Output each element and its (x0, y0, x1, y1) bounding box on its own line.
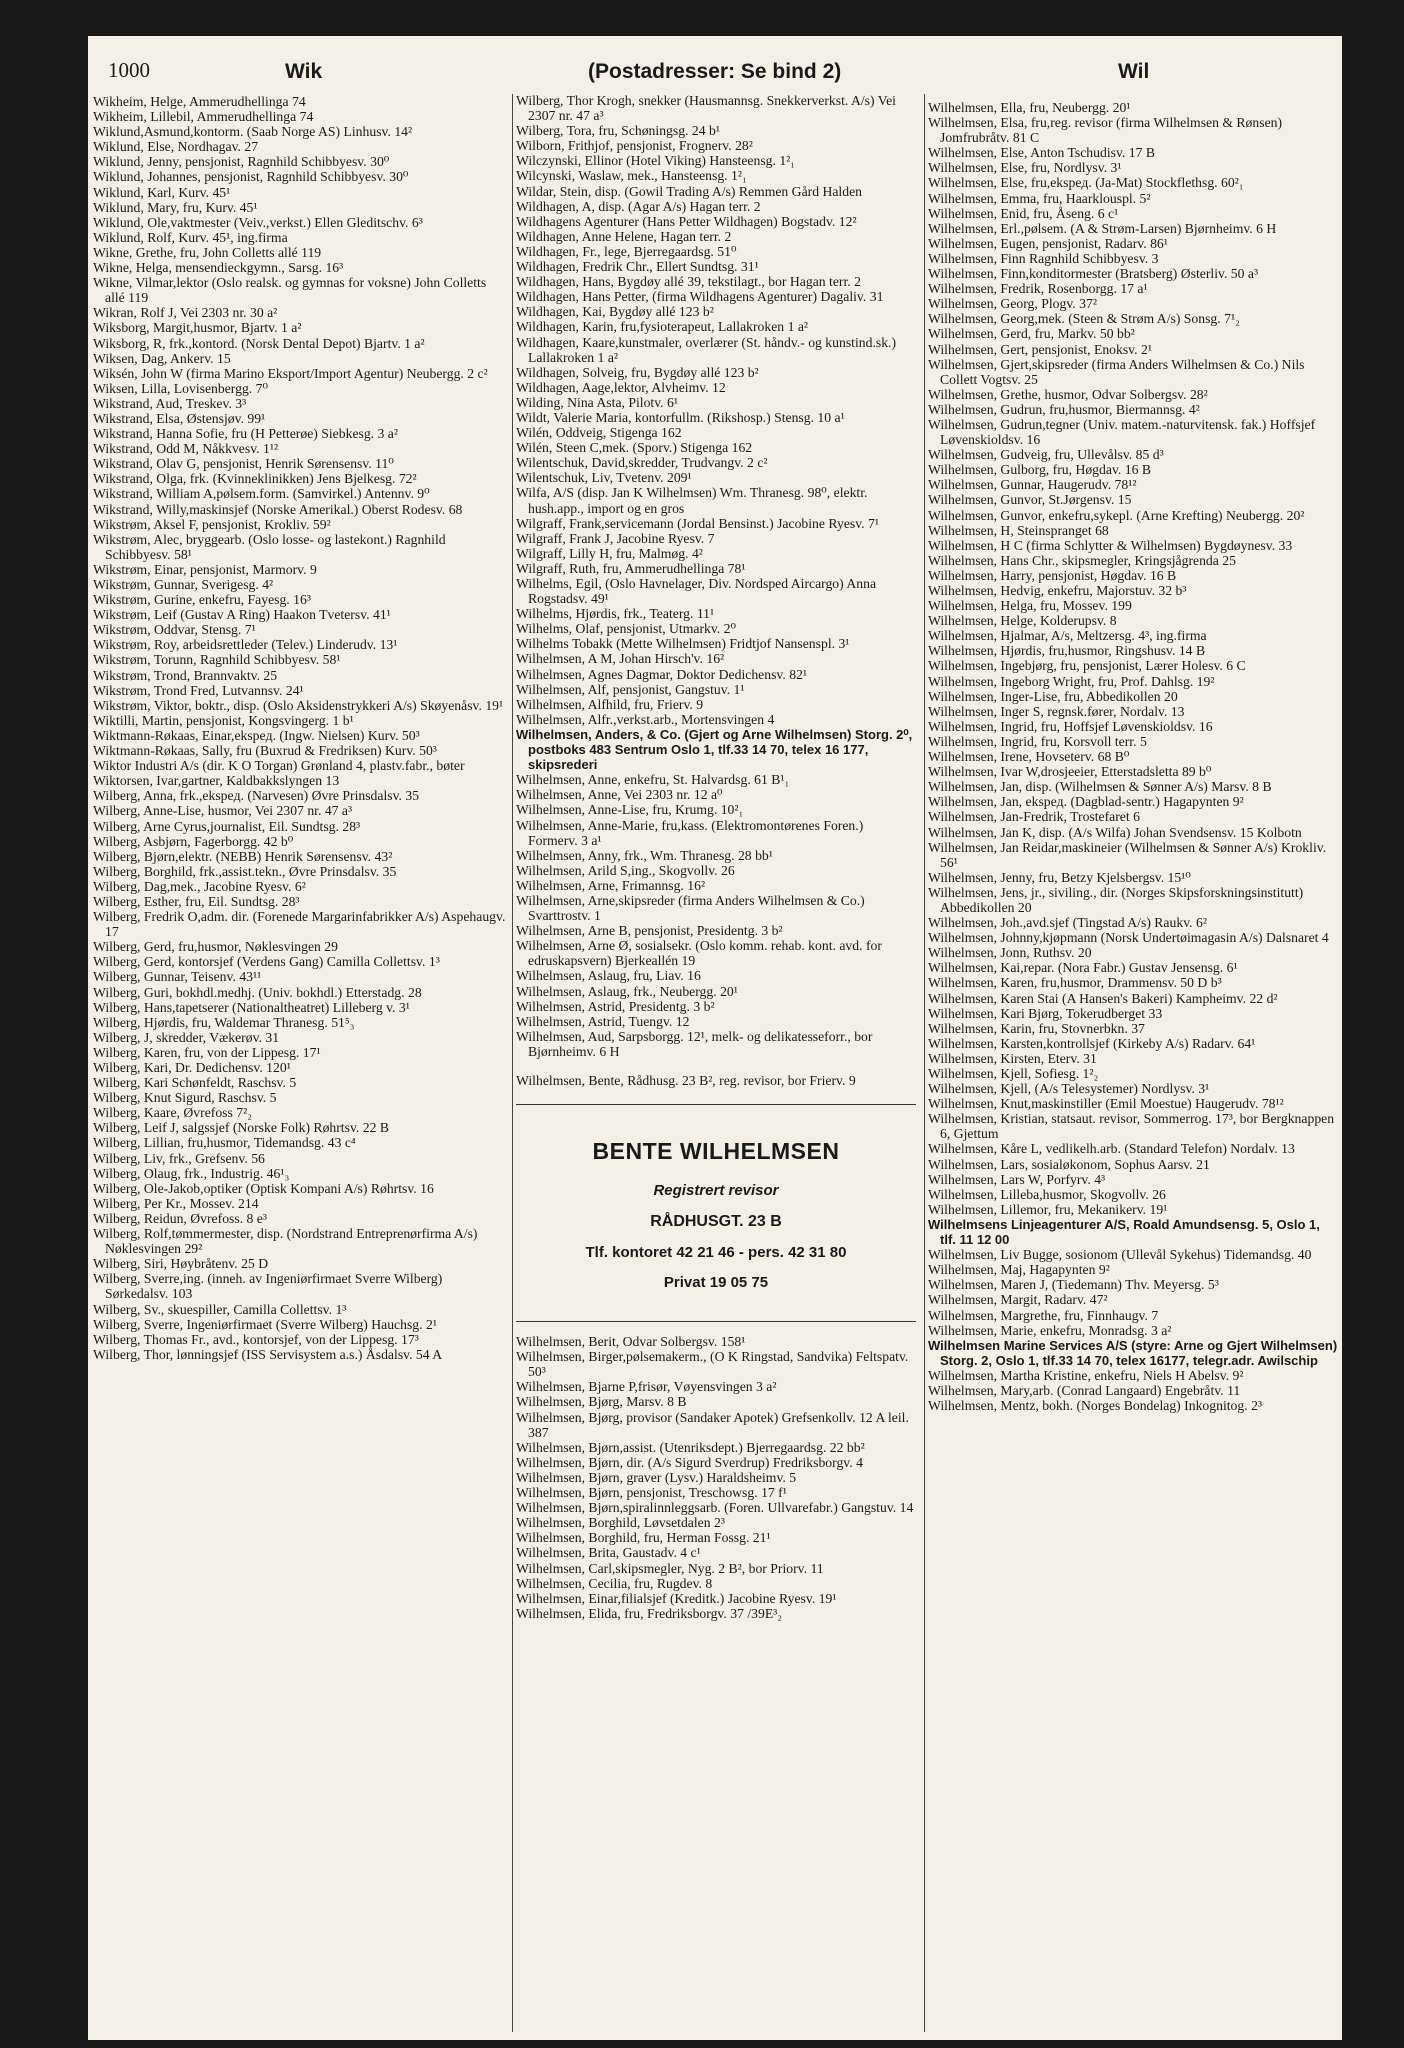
directory-entry: Wilhelmsen, Borghild, fru, Herman Fossg. 21¹ (516, 1530, 771, 1546)
directory-entry: Wilhelmsen, Kristian, statsaut. revisor, Sommerrog. 17³, bor Bergknappen 6, Gjettum (928, 1111, 1335, 1142)
ad-phones: Tlf. kontoret 42 21 46 - pers. 42 31 80 (585, 1244, 847, 1262)
directory-entry: Wilhelmsen, Joh.,avd.sjef (Tingstad A/s) Raukv. 6² (928, 915, 1207, 931)
directory-entry: Wilberg, Borghild, frk.,assist.tekn., Øvre Prinsdalsv. 35 (93, 863, 397, 879)
directory-entry: Wilhelmsen, Fredrik, Rosenborgg. 17 a¹ (928, 281, 1148, 297)
directory-entry: Wilhelmsen, H C (firma Schlytter & Wilhelmsen) Bygdøynesv. 33 (928, 537, 1293, 553)
directory-entry: Wilhelmsen, Helge, Kolderupsv. 8 (928, 613, 1117, 629)
directory-entry: Wilberg, Tora, fru, Schøningsg. 24 b¹ (516, 123, 720, 139)
directory-entry: Wilhelmsen, Anne-Marie, fru,kass. (Elektromontørenes Foren.) Formerv. 3 a¹ (516, 817, 864, 848)
directory-entry: Wikstrand, Olav G, pensjonist, Henrik Sørensensv. 11⁰ (93, 456, 394, 472)
directory-entry: Wilgraff, Lilly H, fru, Malmøg. 4² (516, 545, 703, 561)
directory-entry: Wilberg, Thomas Fr., avd., kontorsjef, von der Lippesg. 17³ (93, 1331, 419, 1347)
directory-entry: Wiklund, Karl, Kurv. 45¹ (93, 184, 231, 200)
directory-entry: Wilhelmsen, Bjørg, Marsv. 8 B (516, 1394, 687, 1410)
directory-entry: Wilfa, A/S (disp. Jan K Wilhelmsen) Wm. Thranesg. 98⁰, elektr. hush.app., import og en gros (516, 485, 868, 516)
directory-entry: Wiksborg, Margit,husmor, Bjartv. 1 a² (93, 320, 302, 336)
directory-entry: Wilhelmsen, Erl.,pølsem. (A & Strøm-Larsen) Bjørnheimv. 6 H (928, 220, 1277, 236)
directory-entry: Wilhelmsen, Harry, pensjonist, Høgdav. 16 B (928, 567, 1177, 583)
directory-entry: Wildhagen, Fr., lege, Bjerregaardsg. 51⁰ (516, 243, 737, 259)
directory-entry: Wilhelmsen, Astrid, Presidentg. 3 b² (516, 998, 715, 1014)
directory-entry: Wikne, Grethe, fru, John Colletts allé 119 (93, 244, 322, 260)
directory-entry: Wilhelmsen, Kirsten, Eterv. 31 (928, 1050, 1097, 1066)
directory-entry: Wiktmann-Røkaas, Einar,ekspeд. (Ingw. Nielsen) Kurv. 50³ (93, 727, 420, 743)
directory-entry: Wiksen, Dag, Ankerv. 15 (93, 350, 231, 366)
directory-entry: Wilhelmsen, Kari Bjørg, Tokerudberget 33 (928, 1005, 1163, 1021)
directory-entry: Wilhelmsen, Bjørg, provisor (Sandaker Apotek) Grefsenkollv. 12 A leil. 387 (516, 1409, 909, 1440)
directory-entry: Wilhelmsen, Arild S,ing., Skogvollv. 26 (516, 862, 735, 878)
directory-entry: Wilhelmsen, Gudrun, fru,husmor, Biermannsg. 4² (928, 401, 1200, 417)
directory-entry: Wildhagen, Solveig, fru, Bygdøy allé 123 b² (516, 364, 759, 380)
directory-entry: Wilberg, Arne Cyrus,journalist, Eil. Sundtsg. 28³ (93, 818, 361, 834)
directory-entry: Wilhelmsen, Martha Kristine, enkefru, Niels H Abelsv. 9² (928, 1367, 1244, 1383)
directory-entry: Wilhelmsen, Bente, Rådhusg. 23 B², reg. revisor, bor Frierv. 9 (516, 1073, 856, 1088)
column-divider (512, 94, 513, 2032)
directory-entry: Wikstrand, Willy,maskinsjef (Norske Amerikal.) Oberst Rodesv. 68 (93, 501, 463, 517)
directory-entry: Wildhagen, Hans Petter, (firma Wildhagens Agenturer) Dagaliv. 31 (516, 289, 884, 305)
directory-entry: Wilhelmsen, Helga, fru, Mossev. 199 (928, 598, 1132, 614)
directory-entry: Wilhelmsen, Gunvor, enkefru,sykepl. (Arne Krefting) Neubergg. 20² (928, 507, 1305, 523)
directory-entry: Wikran, Rolf J, Vei 2303 nr. 30 a² (93, 305, 278, 321)
header-first-word: Wik (285, 60, 323, 83)
column-2-bottom-entries (516, 1334, 916, 1621)
directory-entry: Wikstrøm, Alec, bryggearb. (Oslo losse- og lastekont.) Ragnhild Schibbyesv. 58¹ (93, 531, 446, 562)
directory-entry: Wilhelmsen, Gunnar, Haugerudv. 78¹² (928, 477, 1137, 493)
directory-entry: Wilhelmsen, Ingrid, fru, Korsvoll terr. 5 (928, 733, 1147, 749)
directory-entry: Wilhelmsen, Kjell, Sofiesg. 1²₂ (928, 1066, 1099, 1081)
directory-entry: Wilberg, Sverre, Ingeniørfirmaet (Sverre Wilberg) Hauchsg. 2¹ (93, 1316, 437, 1332)
directory-entry: Wikstrøm, Roy, arbeidsrettleder (Telev.) Linderudv. 13¹ (93, 637, 398, 653)
directory-entry: Wilhelmsen, Lars, sosialøkonom, Sophus Aarsv. 21 (928, 1156, 1210, 1172)
directory-entry: Wikne, Vilmar,lektor (Oslo realsk. og gymnas for voksne) John Colletts allé 119 (93, 275, 487, 306)
directory-entry: Wildhagen, A, disp. (Agar A/s) Hagan terr. 2 (516, 198, 761, 214)
directory-entry: Wikstrand, Odd M, Nåkkvesv. 1¹² (93, 441, 279, 457)
directory-entry: Wilcynski, Waslaw, mek., Hansteensg. 1²₁ (516, 168, 747, 184)
directory-entry: Wilberg, Rolf,tømmermester, disp. (Nordstrand Entreprenørfirma A/s) Nøklesvingen 29² (93, 1226, 478, 1257)
directory-entry: Wikstrøm, Trond, Brannvaktv. 25 (93, 667, 278, 683)
directory-entry: Wilhelmsen, Elsa, fru,reg. revisor (firma Wilhelmsen & Rønsen) Jomfrubråtv. 81 C (928, 115, 1283, 146)
directory-entry: Wilhelmsen, Karen Stai (A Hansen's Bakeri) Kampheimv. 22 d² (928, 990, 1278, 1006)
directory-entry: Wilberg, Guri, bokhdl.medhj. (Univ. bokhdl.) Etterstadg. 28 (93, 984, 422, 1000)
directory-entry: Wilhelmsen, Liv Bugge, sosionom (Ullevål Sykehus) Tidemandsg. 40 (928, 1247, 1312, 1263)
directory-entry: Wiklund,Asmund,kontorm. (Saab Norge AS) Linhusv. 14² (93, 124, 413, 140)
directory-entry: Wilberg, Sverre,ing. (inneh. av Ingeniørfirmaet Sverre Wilberg) Sørkedalsv. 103 (93, 1271, 443, 1302)
directory-entry: Wilhelmsen, Jan, ekspeд. (Dagblad-sentr.) Hagapynten 9² (928, 794, 1244, 810)
directory-entry: Wilhelmsen, Arne,skipsreder (firma Anders Wilhelmsen & Co.) Svarttrostv. 1 (516, 892, 865, 924)
directory-entry: Wilberg, Per Kr., Mossev. 214 (93, 1195, 259, 1211)
directory-entry: Wilhelmsen, Gerd, fru, Markv. 50 bb² (928, 326, 1135, 342)
directory-entry: Wilhelmsen, Astrid, Tuengv. 12 (516, 1013, 690, 1029)
directory-entry: Wilberg, Olaug, frk., Industrig. 46¹₃ (93, 1165, 290, 1181)
directory-entry: Wilhelmsen, Anne, enkefru, St. Halvardsg. 61 B¹₁ (516, 772, 790, 788)
directory-entry: Wilberg, Hjørdis, fru, Waldemar Thranesg. 51⁵₃ (93, 1014, 355, 1030)
directory-entry: Wikstrand, Hanna Sofie, fru (H Petterøe) Siebkesg. 3 a² (93, 426, 398, 442)
directory-entry: Wilhelmsen, Arne, Frimannsg. 16² (516, 877, 706, 893)
directory-entry: Wilberg, Anne-Lise, husmor, Vei 2307 nr. 47 a³ (93, 803, 353, 819)
directory-entry: Wilhelmsen, Lars W, Porfyrv. 4³ (928, 1171, 1106, 1187)
directory-entry: Wilberg, Hans,tapetserer (Nationaltheatret) Lilleberg v. 3¹ (93, 999, 410, 1015)
column-divider (924, 94, 925, 2032)
directory-entry: Wilhelmsen, Enid, fru, Åseng. 6 c¹ (928, 205, 1119, 221)
spacer (516, 1059, 916, 1073)
directory-entry: Wilhelmsen, Aud, Sarpsborgg. 12¹, melk- og delikatesseforr., bor Bjørnheimv. 6 H (516, 1028, 873, 1059)
directory-entry: Wilhelmsen, Gudrun,tegner (Univ. matem.-naturvitensk. fak.) Hoffsjef Løvenskioldsv. 16 (928, 416, 1316, 448)
directory-entry: Wikstrøm, Leif (Gustav A Ring) Haakon Tvetersv. 41¹ (93, 607, 391, 623)
directory-entry: Wiksborg, R, frk.,kontord. (Norsk Dental Depot) Bjartv. 1 a² (93, 335, 425, 351)
directory-entry: Wildhagens Agenturer (Hans Petter Wildhagen) Bogstadv. 12² (516, 213, 857, 229)
directory-entry: Wildar, Stein, disp. (Gowil Trading A/s) Remmen Gård Halden (516, 183, 862, 199)
directory-entry: Wilberg, Fredrik O,adm. dir. (Forenede Margarinfabrikker A/s) Aspehaugv. 17 (93, 909, 506, 940)
directory-entry: Wilhelmsen, Margit, Radarv. 47² (928, 1292, 1108, 1308)
directory-entry: Wilhelmsen, Gjert,skipsreder (firma Anders Wilhelmsen & Co.) Nils Collett Vogtsv. 25 (928, 356, 1305, 387)
directory-entry: Wilberg, Kaare, Øvrefoss 7²₂ (93, 1105, 252, 1121)
directory-entry: Wilhelmsen, Elida, fru, Fredriksborgv. 37 /39E³₂ (516, 1605, 783, 1621)
directory-entry: Wilberg, Knut Sigurd, Raschsv. 5 (93, 1090, 277, 1106)
directory-entry: Wilhelmsen, Berit, Odvar Solbergsv. 158¹ (516, 1334, 746, 1350)
directory-entry: Wildhagen, Fredrik Chr., Ellert Sundtsg. 31¹ (516, 259, 759, 275)
directory-entry: Wilborn, Frithjof, pensjonist, Frognerv. 28² (516, 138, 753, 154)
directory-entry: Wilhelmsen, Marie, enkefru, Monradsg. 3 a² (928, 1322, 1172, 1338)
directory-entry: Wilhelmsen, Jan-Fredrik, Trostefaret 6 (928, 809, 1140, 825)
directory-entry: Wilhelmsen, Bjørn,spiralinnleggsarb. (Foren. Ullvarefabr.) Gangstuv. 14 (516, 1500, 914, 1516)
directory-entry: Wilhelmsen, Karin, fru, Stovnerbkn. 37 (928, 1020, 1145, 1036)
directory-entry: Wilhelmsen, Ingrid, fru, Hoffsjef Løvenskioldsv. 16 (928, 718, 1213, 734)
directory-entry: Wilhelmsen, Ivar W,drosjeeier, Etterstadsletta 89 b⁰ (928, 764, 1212, 780)
directory-entry: Wilhelms, Olaf, pensjonist, Utmarkv. 2⁰ (516, 621, 736, 637)
column-2 (516, 93, 916, 2024)
directory-entry: Wikstrøm, Einar, pensjonist, Marmorv. 9 (93, 561, 317, 577)
directory-entry: Wildhagen, Anne Helene, Hagan terr. 2 (516, 228, 732, 244)
directory-entry: Wilhelmsen, Ingeborg Wright, fru, Prof. Dahlsg. 19² (928, 673, 1215, 689)
directory-entry: Wilhelmsen, Eugen, pensjonist, Radarv. 86¹ (928, 235, 1168, 251)
directory-entry: Wildt, Valerie Maria, kontorfullm. (Rikshosp.) Stensg. 10 a¹ (516, 409, 845, 425)
directory-entry: Wikstrøm, Trond Fred, Lutvannsv. 24¹ (93, 682, 304, 698)
directory-entry: Wilberg, Thor Krogh, snekker (Hausmannsg. Snekkerverkst. A/s) Vei 2307 nr. 47 a³ (516, 93, 896, 124)
directory-entry: Wilhelmsen, Emma, fru, Haarklouspl. 5² (928, 190, 1151, 206)
directory-entry: Wilhelmsen, Anne, Vei 2303 nr. 12 a⁰ (516, 787, 723, 803)
directory-entry: Wilhelmsen, Georg,mek. (Steen & Strøm A/s) Sonsg. 7¹₂ (928, 311, 1240, 327)
column-3 (928, 100, 1338, 2024)
directory-entry: Wilhelmsen, Finn,konditormester (Bratsberg) Østerliv. 50 a³ (928, 266, 1259, 282)
directory-entry: Wikstrøm, Aksel F, pensjonist, Krokliv. 59² (93, 516, 331, 532)
directory-entry: Wilhelmsen, Arne Ø, sosialsekr. (Oslo komm. rehab. kont. avd. for edruskapsvern) Bjerkeallén 19 (516, 938, 882, 969)
directory-entry: Wilentschuk, David,skredder, Trudvangv. 2 c² (516, 455, 768, 471)
directory-entry: Wiklund, Johannes, pensjonist, Ragnhild Schibbyesv. 30⁰ (93, 169, 409, 185)
directory-entry: Wilhelmsen, Jonn, Ruthsv. 20 (928, 945, 1092, 961)
directory-entry: Wiklund, Ole,vaktmester (Veiv.,verkst.) Ellen Gleditschv. 6³ (93, 214, 423, 230)
directory-entry: Wilhelms, Egil, (Oslo Havnelager, Div. Nordsped Aircargo) Anna Rogstadsv. 49¹ (516, 576, 877, 607)
directory-entry: Wikstrøm, Viktor, boktr., disp. (Oslo Aksidenstrykkeri A/s) Skøyenåsv. 19¹ (93, 697, 504, 713)
advertisement-box (516, 1104, 916, 1322)
directory-entry: Wilhelmsen Marine Services A/S (styre: Arne og Gjert Wilhelmsen) Storg. 2, Oslo 1, tlf.33 14 70, telex 16177, telegr.adr. Awilschip (928, 1337, 1338, 1368)
directory-entry: Wilhelmsen, Gunvor, St.Jørgensv. 15 (928, 492, 1132, 508)
ad-title: Registrert revisor (653, 1182, 779, 1200)
directory-entry: Wilberg, Anna, frk.,ekspeд. (Narvesen) Øvre Prinsdalsv. 35 (93, 788, 420, 804)
column-2-bente-entry (516, 1073, 916, 1088)
directory-entry: Wikstrand, Olga, frk. (Kvinneklinikken) Jens Bjelkesg. 72² (93, 471, 417, 487)
column-2-top-entries (516, 93, 916, 1059)
directory-entry: Wildhagen, Hans, Bygdøy allé 39, tekstilagt., bor Hagan terr. 2 (516, 274, 861, 290)
directory-entry: Wilhelmsen, Jenny, fru, Betzy Kjelsbergsv. 15¹⁰ (928, 869, 1191, 885)
page-header (108, 46, 1342, 94)
directory-entry: Wilhelmsen, Hedvig, enkefru, Majorstuv. 32 b³ (928, 583, 1187, 598)
directory-entry: Wikstrand, Aud, Treskev. 3³ (93, 395, 247, 411)
directory-entry: Wilczynski, Ellinor (Hotel Viking) Hansteensg. 1²₁ (516, 153, 796, 169)
directory-entry: Wilhelmsen, Inger S, regnsk.fører, Nordalv. 13 (928, 703, 1185, 719)
directory-entry: Wildhagen, Karin, fru,fysioterapeut, Lallakroken 1 a² (516, 319, 809, 335)
directory-entry: Wilhelmsen, Hjalmar, A/s, Meltzersg. 4³, ing.firma (928, 628, 1207, 644)
directory-entry: Wikstrand, William A,pølsem.form. (Samvirkel.) Antennv. 9⁰ (93, 486, 430, 502)
directory-entry: Wilberg, Kari Schønfeldt, Raschsv. 5 (93, 1075, 297, 1091)
directory-entry: Wilhelmsen, Margrethe, fru, Finnhaugv. 7 (928, 1307, 1159, 1323)
directory-entry: Wilhelmsen, Alfhild, fru, Frierv. 9 (516, 696, 704, 712)
directory-entry: Wilhelmsens Linjeagenturer A/S, Roald Amundsensg. 5, Oslo 1, tlf. 11 12 00 (928, 1216, 1320, 1248)
directory-entry: Wilhelmsen, Kjell, (A/s Telesystemer) Nordlysv. 3¹ (928, 1081, 1210, 1097)
directory-entry: Wiklund, Jenny, pensjonist, Ragnhild Schibbyesv. 30⁰ (93, 154, 390, 170)
directory-entry: Wilhelmsen, Borghild, Løvsetdalen 2³ (516, 1515, 725, 1531)
directory-entry: Wilhelmsen, Arne B, pensjonist, Presidentg. 3 b² (516, 923, 783, 939)
directory-entry: Wilhelmsen, Grethe, husmor, Odvar Solbergsv. 28² (928, 386, 1208, 402)
header-postal-note: (Postadresser: Se bind 2) (588, 60, 842, 83)
directory-entry: Wilhelmsen, Bjørn, pensjonist, Treschowsg. 17 f¹ (516, 1485, 787, 1501)
directory-entry: Wilberg, Kari, Dr. Dedichensv. 120¹ (93, 1060, 291, 1075)
directory-entry: Wiklund, Mary, fru, Kurv. 45¹ (93, 199, 258, 215)
ad-private-phone: Privat 19 05 75 (663, 1274, 769, 1292)
directory-entry: Wilberg, Gerd, fru,husmor, Nøklesvingen 29 (93, 939, 338, 955)
directory-entry: Wilhelmsen, Bjørn, dir. (A/s Sigurd Sverdrup) Fredriksborgv. 4 (516, 1454, 863, 1470)
directory-entry: Wilhelmsen, Bjørn, graver (Lysv.) Haraldsheimv. 5 (516, 1469, 797, 1485)
directory-entry: Wiksén, John W (firma Marino Eksport/Import Agentur) Neubergg. 2 c² (93, 365, 488, 381)
directory-entry: Wilhelmsen, Jens, jr., siviling., dir. (Norges Skipsforskningsinstitutt) Abbedikollen 20 (928, 884, 1304, 915)
directory-entry: Wilhelmsen, Johnny,kjøpmann (Norsk Undertøimagasin A/s) Dalsnaret 4 (928, 930, 1329, 946)
directory-entry: Wiksen, Lilla, Lovisenbergg. 7⁰ (93, 380, 268, 396)
directory-entry: Wiklund, Rolf, Kurv. 45¹, ing.firma (93, 229, 288, 245)
directory-entry: Wiktorsen, Ivar,gartner, Kaldbakkslyngen 13 (93, 773, 340, 789)
page-number: 1000 (108, 58, 150, 82)
column-1 (93, 94, 508, 2024)
directory-entry: Wilhelmsen, Mentz, bokh. (Norges Bondelag) Inkognitog. 2³ (928, 1398, 1263, 1414)
directory-entry: Wildhagen, Kaare,kunstmaler, overlærer (St. håndv.- og kunstind.sk.) Lallakroken 1 a² (516, 334, 897, 365)
directory-entry: Wilhelmsen, Aslaug, frk., Neubergg. 20¹ (516, 983, 738, 999)
directory-entry: Wilhelmsen, Carl,skipsmegler, Nyg. 2 B², bor Priorv. 11 (516, 1560, 824, 1576)
directory-entry: Wiktor Industri A/s (dir. K O Torgan) Grønland 4, plastv.fabr., bøter (93, 758, 465, 774)
directory-entry: Wilhelmsen, Bjarne P,frisør, Vøyensvingen 3 a² (516, 1379, 777, 1395)
directory-entry: Wikstrand, Elsa, Østensjøv. 99¹ (93, 410, 266, 426)
directory-entry: Wilhelmsen, Einar,filialsjef (Kreditk.) Jacobine Ryesv. 19¹ (516, 1590, 837, 1606)
directory-entry: Wilhelmsen, Agnes Dagmar, Doktor Dedichensv. 82¹ (516, 666, 808, 682)
directory-entry: Wilhelmsen, Alfr.,verkst.arb., Mortensvingen 4 (516, 711, 775, 727)
directory-entry: Wilberg, Thor, lønningsjef (ISS Servisystem a.s.) Åsdalsv. 54 A (93, 1346, 443, 1362)
directory-entry: Wilhelmsen, Ella, fru, Neubergg. 20¹ (928, 100, 1131, 115)
directory-entry: Wilhelmsen, Anny, frk., Wm. Thranesg. 28 bb¹ (516, 847, 773, 863)
directory-entry: Wilberg, Lillian, fru,husmor, Tidemandsg. 43 c⁴ (93, 1135, 356, 1151)
directory-entry: Wilhelms, Hjørdis, frk., Teaterg. 11¹ (516, 606, 715, 622)
directory-entry: Wilhelmsen, Alf, pensjonist, Gangstuv. 1¹ (516, 681, 745, 697)
directory-entry: Wilgraff, Frank J, Jacobine Ryesv. 7 (516, 530, 715, 546)
directory-entry: Wildhagen, Kai, Bygdøy allé 123 b² (516, 304, 714, 320)
directory-entry: Wilding, Nina Asta, Pilotv. 6¹ (516, 394, 678, 410)
directory-entry: Wilhelmsen, Else, Anton Tschudisv. 17 B (928, 145, 1155, 161)
directory-entry: Wilhelmsen, Gudveig, fru, Ullevålsv. 85 d³ (928, 447, 1164, 463)
directory-entry: Wilberg, Bjørn,elektr. (NEBB) Henrik Sørensensv. 43² (93, 848, 393, 864)
directory-entry: Wilberg, J, skredder, Vækerøv. 31 (93, 1029, 280, 1045)
directory-entry: Wilhelmsen, Aslaug, fru, Liav. 16 (516, 968, 701, 984)
directory-entry: Wilhelmsen, Jan K, disp. (A/s Wilfa) Johan Svendsensv. 15 Kolbotn (928, 824, 1302, 840)
directory-entry: Wilhelmsen, Karen, fru,husmor, Drammensv. 50 D b³ (928, 975, 1222, 991)
directory-entry: Wilhelmsen, Knut,maskinstiller (Emil Moestue) Haugerudv. 78¹² (928, 1096, 1284, 1112)
directory-entry: Wilhelmsen, Else, fru, Nordlysv. 3¹ (928, 160, 1122, 176)
directory-entry: Wilgraff, Ruth, fru, Ammerudhellinga 78¹ (516, 560, 746, 576)
directory-entry: Wilberg, Dag,mek., Jacobine Ryesv. 6² (93, 878, 306, 894)
directory-entry: Wilhelmsen, Anne-Lise, fru, Krumg. 10²₁ (516, 802, 744, 818)
directory-entry: Wilhelmsen, Jan Reidar,maskineier (Wilhelmsen & Sønner A/s) Krokliv. 56¹ (928, 839, 1327, 870)
directory-entry: Wilhelmsen, Karsten,kontrollsjef (Kirkeby A/s) Radarv. 64¹ (928, 1035, 1256, 1051)
directory-entry: Wilhelmsen, Brita, Gaustadv. 4 c¹ (516, 1545, 701, 1561)
directory-entry: Wilberg, Gerd, kontorsjef (Verdens Gang) Camilla Collettsv. 1³ (93, 954, 440, 970)
directory-entry: Wilhelms Tobakk (Mette Wilhelmsen) Fridtjof Nansenspl. 3¹ (516, 636, 850, 652)
directory-entry: Wilhelmsen, Maj, Hagapynten 9² (928, 1262, 1110, 1278)
directory-entry: Wilhelmsen, Cecilia, fru, Rugdev. 8 (516, 1575, 713, 1591)
directory-entry: Wilhelmsen, Finn Ragnhild Schibbyesv. 3 (928, 250, 1159, 266)
directory-entry: Wilhelmsen, Gert, pensjonist, Enoksv. 2¹ (928, 341, 1152, 357)
directory-entry: Wilhelmsen, Kåre L, vedlikelh.arb. (Standard Telefon) Nordalv. 13 (928, 1141, 1295, 1157)
directory-entry: Wilberg, Siri, Høybråtenv. 25 D (93, 1256, 269, 1272)
directory-entry: Wilhelmsen, Lilleba,husmor, Skogvollv. 26 (928, 1186, 1166, 1202)
directory-entry: Wilgraff, Frank,servicemann (Jordal Bensinst.) Jacobine Ryesv. 7¹ (516, 515, 879, 531)
directory-entry: Wilhelmsen, Else, fru,ekspeд. (Ja-Mat) Stockflethsg. 60²₁ (928, 175, 1244, 191)
directory-entry: Wildhagen, Aage,lektor, Alvheimv. 12 (516, 379, 726, 395)
directory-entry: Wilberg, Reidun, Øvrefoss. 8 e³ (93, 1210, 267, 1226)
directory-entry: Wilhelmsen, Maren J, (Tiedemann) Thv. Meyersg. 5³ (928, 1277, 1219, 1293)
directory-entry: Wikheim, Helge, Ammerudhellinga 74 (93, 94, 306, 109)
directory-entry: Wilhelmsen, Irene, Hovseterv. 68 B⁰ (928, 749, 1130, 765)
directory-entry: Wilhelmsen, Kai,repar. (Nora Fabr.) Gustav Jensensg. 6¹ (928, 960, 1238, 976)
directory-entry: Wikheim, Lillebil, Ammerudhellinga 74 (93, 109, 314, 125)
directory-entry: Wilhelmsen, A M, Johan Hirsch'v. 16² (516, 651, 725, 667)
directory-entry: Wiktilli, Martin, pensjonist, Kongsvingerg. 1 b¹ (93, 712, 354, 728)
header-last-word: Wil (1118, 60, 1150, 83)
directory-entry: Wikne, Helga, mensendieckgymn., Sarsg. 16³ (93, 260, 344, 276)
directory-entry: Wilhelmsen, Birger,pølsemakerm., (O K Ringstad, Sandvika) Feltspatv. 50³ (516, 1349, 909, 1380)
directory-entry: Wikstrøm, Gurine, enkefru, Fayesg. 16³ (93, 592, 311, 608)
directory-entry: Wilhelmsen, Lillemor, fru, Mekanikerv. 19¹ (928, 1201, 1168, 1217)
directory-entry: Wilberg, Sv., skuespiller, Camilla Collettsv. 1³ (93, 1301, 347, 1317)
directory-entry: Wilberg, Leif J, salgssjef (Norske Folk) Røhrtsv. 22 B (93, 1120, 389, 1136)
directory-entry: Wilberg, Liv, frk., Grefsenv. 56 (93, 1150, 265, 1166)
directory-entry: Wilhelmsen, Hans Chr., skipsmegler, Kringsjågrenda 25 (928, 552, 1236, 568)
directory-entry: Wilén, Steen C,mek. (Sporv.) Stigenga 162 (516, 440, 753, 456)
directory-entry: Wilberg, Karen, fru, von der Lippesg. 17¹ (93, 1044, 321, 1060)
directory-entry: Wilentschuk, Liv, Tvetenv. 209¹ (516, 470, 692, 486)
directory-entry: Wilhelmsen, Georg, Plogv. 37² (928, 296, 1097, 312)
directory-entry: Wilhelmsen, Gulborg, fru, Høgdav. 16 B (928, 462, 1151, 478)
directory-entry: Wilhelmsen, Ingebjørg, fru, pensjonist, Lærer Holesv. 6 C (928, 658, 1246, 674)
directory-entry: Wiklund, Else, Nordhagav. 27 (93, 139, 259, 155)
directory-entry: Wilberg, Ole-Jakob,optiker (Optisk Kompani A/s) Røhrtsv. 16 (93, 1180, 434, 1196)
directory-entry: Wilhelmsen, Bjørn,assist. (Utenriksdept.) Bjerregaardsg. 22 bb² (516, 1439, 865, 1455)
directory-entry: Wilhelmsen, Jan, disp. (Wilhelmsen & Sønner A/s) Marsv. 8 B (928, 779, 1272, 795)
directory-entry: Wilberg, Esther, fru, Eil. Sundtsg. 28³ (93, 893, 300, 909)
directory-page (88, 36, 1342, 2040)
directory-entry: Wilén, Oddveig, Stigenga 162 (516, 425, 682, 441)
ad-address: RÅDHUSGT. 23 B (650, 1213, 782, 1231)
directory-entry: Wilberg, Gunnar, Teisenv. 43¹¹ (93, 969, 262, 985)
directory-entry: Wikstrøm, Oddvar, Stensg. 7¹ (93, 622, 256, 638)
directory-entry: Wilberg, Asbjørn, Fagerborgg. 42 b⁰ (93, 833, 294, 849)
directory-entry: Wiktmann-Røkaas, Sally, fru (Buxrud & Fredriksen) Kurv. 50³ (93, 743, 437, 759)
directory-entry: Wilhelmsen, Anders, & Co. (Gjert og Arne Wilhelmsen) Storg. 2⁰, postboks 483 Sentrum Oslo 1, tlf.33 14 70, telex 16 177, skipsrederi (516, 726, 913, 773)
directory-entry: Wikstrøm, Gunnar, Sverigesg. 4² (93, 577, 274, 592)
ad-name: BENTE WILHELMSEN (592, 1138, 840, 1165)
directory-entry: Wilhelmsen, Hjørdis, fru,husmor, Ringshusv. 14 B (928, 643, 1206, 659)
directory-entry: Wilhelmsen, Mary,arb. (Conrad Langaard) Engebråtv. 11 (928, 1382, 1241, 1398)
directory-entry: Wilhelmsen, Inger-Lise, fru, Abbedikollen 20 (928, 688, 1178, 704)
directory-entry: Wilhelmsen, H, Steinspranget 68 (928, 522, 1109, 538)
directory-entry: Wikstrøm, Torunn, Ragnhild Schibbyesv. 58¹ (93, 652, 341, 668)
